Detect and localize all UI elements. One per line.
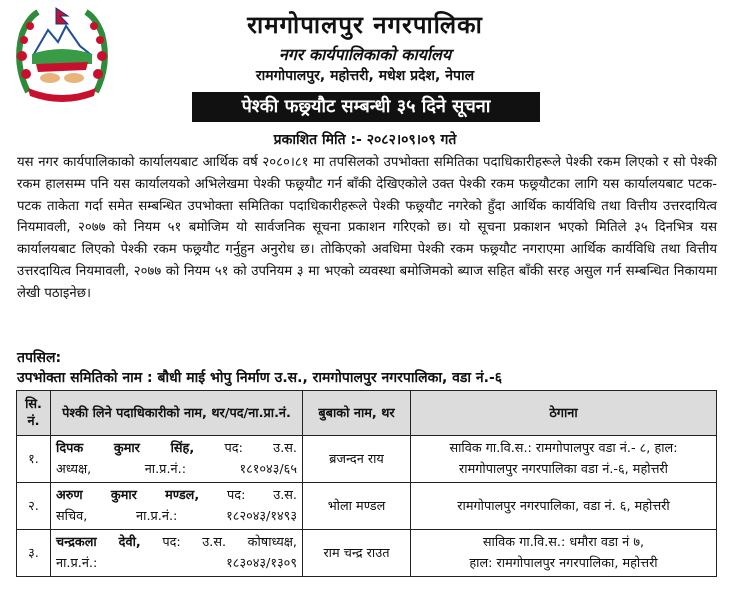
header-sn: सि. नं. (17, 391, 51, 436)
row-sn: २. (17, 483, 51, 530)
office-address: रामगोपालपुर, महोत्तरी, मधेश प्रदेश, नेपाल (255, 68, 475, 84)
row-official (51, 483, 303, 530)
row-address (411, 436, 717, 483)
official-details-1: पद: उ.स. (227, 488, 297, 503)
header-address: ठेगाना (411, 391, 717, 436)
official-name: अरुण कुमार मण्डल, (56, 488, 200, 503)
address-line-2: हाल: रामगोपालपुर नगरपालिका, महोत्तरी (469, 556, 658, 571)
official-details-2: ना.प्र.नं.: १८३०४३/१३०९ (56, 556, 297, 571)
notice-body: यस नगर कार्यपालिकाको कार्यालयबाट आर्थिक वर्ष २०८०।८१ मा तपसिलको उपभोक्ता समितिका पदाधिकारीहरूले पेश्की रकम लिएको र सो पेश्की रकम हालसम्म पनि यस कार्यालयको अभिलेखमा पेश्की फछ्र्यौट गर्न बाँकी देखिएकोले उक्त पेश्की रकम फछ्र्यौटका लागि यस कार्यालयबाट पटक-पटक ताकेता गर्दा समेत सम्बन्धित उपभोक्ता समितिका पदाधिकारीहरूले पेश्की फछ्र्यौट नगरेको हुँदा आर्थिक कार्यविधि तथा वित्तीय उत्तरदायित्व नियमावली, २०७७ को नियम ५१ बमोजिम यो सार्वजनिक सूचना प्रकाशन गरिएको छ। यो सूचना प्रकाशन भएको मितिले ३५ दिनभित्र यस कार्यालयबाट लिएको पेश्की रकम फछ्र्यौट गर्नुहुन अनुरोध छ। तोकिएको अवधिमा पेश्की रकम फछ्र्यौट नगराएमा आर्थिक कार्यविधि तथा वित्तीय उत्तरदायित्व नियमावली, २०७७ को नियम ५१ को उपनियम ३ मा भएको व्यवस्था बमोजिमको ब्याज सहित बाँकी सरह असुल गर्न सम्बन्धित निकायमा लेखी पठाइनेछ। (17, 155, 717, 301)
row-sn: ३. (17, 530, 51, 577)
header-father: बुबाको नाम, थर (303, 391, 411, 436)
table-row (17, 483, 717, 530)
row-official (51, 530, 303, 577)
published-date: प्रकाशित मिति :- २०८२।०९।०९ गते (273, 132, 457, 148)
tapasil-label: तपसिल: (17, 350, 62, 366)
address-line-1: रामगोपालपुर नगरपालिका, वडा नं. ६, महोत्तरी (457, 498, 670, 514)
official-name: दिपक कुमार सिंह, (56, 441, 195, 456)
header-official: पेश्की लिने पदाधिकारीको नाम, थर/पद/ना.प्रा.नं. (51, 391, 303, 436)
official-details-2: सचिव, ना.प्र.नं.: १८२०४३/१४९३ (56, 509, 297, 524)
notice-title: पेश्की फछ्र्यौट सम्बन्धी ३५ दिने सूचना (192, 92, 540, 122)
advance-holders-table (16, 390, 717, 577)
row-sn: १. (17, 436, 51, 483)
table-row (17, 530, 717, 577)
table-header-row (17, 391, 717, 436)
official-name: चन्द्रकला देवी, (56, 535, 141, 550)
address-line-1: साविक गा.वि.स.: रामगोपालपुर वडा नं.- ८, हाल: (449, 441, 678, 456)
row-father: भोला मण्डल (303, 483, 411, 530)
address-line-1: साविक गा.वि.स.: धमौरा वडा नं ७, (482, 535, 645, 550)
address-line-2: रामगोपालपुर नगरपालिका वडा नं.-६, महोत्तरी (459, 462, 668, 477)
official-details-1: पद: उ.स. कोषाध्यक्ष, (162, 535, 297, 550)
office-name: नगर कार्यपालिकाको कार्यालय (278, 45, 452, 64)
row-father: ब्रजन्दन राय (303, 436, 411, 483)
row-father: राम चन्द्र राउत (303, 530, 411, 577)
municipality-name: रामगोपालपुर नगरपालिका (247, 11, 483, 39)
row-address (411, 530, 717, 577)
table-row (17, 436, 717, 483)
committee-name: उपभोक्ता समितिको नाम : बौधी माई भोपु निर्माण उ.स., रामगोपालपुर नगरपालिका, वडा नं.-६ (17, 370, 503, 386)
official-details-2: अध्यक्ष, ना.प्र.नं.: १८१०४३/६५ (56, 462, 297, 477)
official-details-1: पद: उ.स. (224, 441, 297, 456)
row-official (51, 436, 303, 483)
row-address (411, 483, 717, 530)
